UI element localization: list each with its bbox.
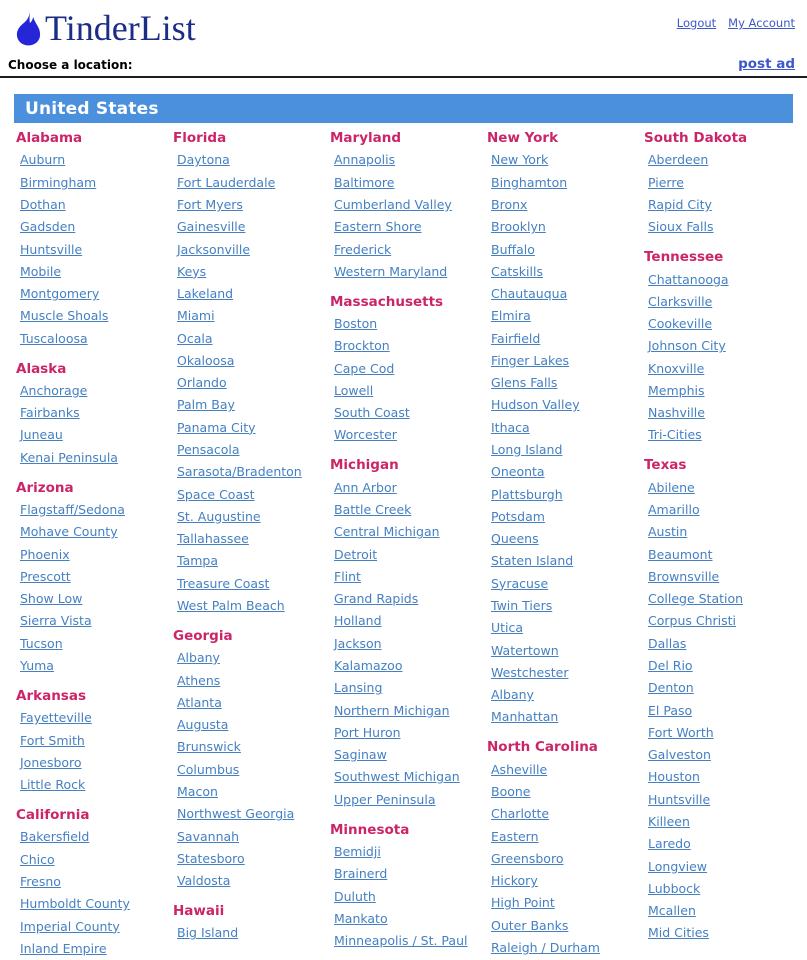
city-link-worcester[interactable]: Worcester bbox=[334, 427, 397, 443]
state-group-florida bbox=[173, 129, 330, 617]
city-link-atlanta[interactable]: Atlanta bbox=[177, 694, 222, 710]
city-link-manhattan[interactable]: Manhattan bbox=[491, 709, 559, 725]
city-link-juneau[interactable]: Juneau bbox=[20, 427, 63, 443]
city-link-space-coast[interactable]: Space Coast bbox=[177, 486, 255, 502]
state-header-texas: Texas bbox=[644, 457, 687, 474]
state-group-tennessee bbox=[644, 248, 801, 446]
city-link-fort-worth[interactable]: Fort Worth bbox=[648, 724, 714, 740]
state-header-arizona: Arizona bbox=[16, 479, 74, 496]
page-header bbox=[0, 0, 807, 50]
country-banner-title: United States bbox=[25, 98, 159, 119]
city-link-johnson-city[interactable]: Johnson City bbox=[648, 338, 726, 354]
state-header-alaska: Alaska bbox=[16, 360, 67, 377]
city-link-mcallen[interactable]: Mcallen bbox=[648, 903, 696, 919]
city-link-frederick[interactable]: Frederick bbox=[334, 241, 392, 257]
city-link-jonesboro[interactable]: Jonesboro bbox=[20, 754, 82, 770]
city-link-macon[interactable]: Macon bbox=[177, 783, 218, 799]
city-link-northern-michigan[interactable]: Northern Michigan bbox=[334, 702, 450, 718]
city-link-abilene[interactable]: Abilene bbox=[648, 479, 695, 495]
city-link-finger-lakes[interactable]: Finger Lakes bbox=[491, 352, 570, 368]
city-link-brooklyn[interactable]: Brooklyn bbox=[491, 219, 546, 235]
city-link-statesboro[interactable]: Statesboro bbox=[177, 850, 245, 866]
city-link-glens-falls[interactable]: Glens Falls bbox=[491, 375, 558, 391]
city-link-beaumont[interactable]: Beaumont bbox=[648, 546, 713, 562]
city-link-del-rio[interactable]: Del Rio bbox=[648, 658, 693, 674]
city-link-brunswick[interactable]: Brunswick bbox=[177, 739, 241, 755]
logout-link[interactable]: Logout bbox=[676, 16, 717, 30]
city-link-western-maryland[interactable]: Western Maryland bbox=[334, 263, 448, 279]
logo-text: TinderList bbox=[45, 8, 196, 48]
city-link-flint[interactable]: Flint bbox=[334, 568, 361, 584]
city-link-tucson[interactable]: Tucson bbox=[20, 635, 63, 651]
city-link-fort-smith[interactable]: Fort Smith bbox=[20, 732, 85, 748]
city-link-killeen[interactable]: Killeen bbox=[648, 813, 690, 829]
state-header-alabama: Alabama bbox=[16, 130, 83, 146]
my-account-link[interactable]: My Account bbox=[728, 16, 795, 30]
city-link-treasure-coast[interactable]: Treasure Coast bbox=[177, 575, 270, 591]
city-link-fort-lauderdale[interactable]: Fort Lauderdale bbox=[177, 174, 276, 190]
city-link-greensboro[interactable]: Greensboro bbox=[491, 850, 564, 866]
city-link-detroit[interactable]: Detroit bbox=[334, 546, 378, 562]
city-link-buffalo[interactable]: Buffalo bbox=[491, 241, 535, 257]
city-link-bemidji[interactable]: Bemidji bbox=[334, 843, 381, 859]
city-link-utica[interactable]: Utica bbox=[491, 620, 524, 636]
city-link-twin-tiers[interactable]: Twin Tiers bbox=[491, 598, 553, 614]
city-link-keys[interactable]: Keys bbox=[177, 263, 207, 279]
city-link-south-coast[interactable]: South Coast bbox=[334, 405, 410, 421]
city-link-brainerd[interactable]: Brainerd bbox=[334, 866, 388, 882]
city-link-fresno[interactable]: Fresno bbox=[20, 873, 61, 889]
city-link-eastern[interactable]: Eastern bbox=[491, 828, 539, 844]
city-link-holland[interactable]: Holland bbox=[334, 613, 382, 629]
city-link-baltimore[interactable]: Baltimore bbox=[334, 174, 395, 190]
state-group-maryland bbox=[330, 129, 487, 283]
city-link-bronx[interactable]: Bronx bbox=[491, 196, 528, 212]
city-link-panama-city[interactable]: Panama City bbox=[177, 419, 256, 435]
city-link-brockton[interactable]: Brockton bbox=[334, 338, 390, 354]
city-link-elmira[interactable]: Elmira bbox=[491, 308, 531, 324]
city-link-port-huron[interactable]: Port Huron bbox=[334, 724, 401, 740]
city-link-lubbock[interactable]: Lubbock bbox=[648, 880, 701, 896]
city-link-daytona[interactable]: Daytona bbox=[177, 152, 230, 168]
column-3 bbox=[330, 128, 487, 960]
city-link-outer-banks[interactable]: Outer Banks bbox=[491, 917, 569, 933]
state-header-california: California bbox=[16, 807, 90, 824]
city-link-tallahassee[interactable]: Tallahassee bbox=[177, 531, 249, 547]
state-header-south-dakota: South Dakota bbox=[644, 130, 748, 146]
city-link-clarksville[interactable]: Clarksville bbox=[648, 293, 713, 309]
city-link-tampa[interactable]: Tampa bbox=[177, 553, 218, 569]
city-link-miami[interactable]: Miami bbox=[177, 308, 215, 324]
city-link-laredo[interactable]: Laredo bbox=[648, 836, 691, 852]
city-link-flagstaff-sedona[interactable]: Flagstaff/Sedona bbox=[20, 502, 125, 518]
city-link-binghamton[interactable]: Binghamton bbox=[491, 174, 568, 190]
state-header-georgia: Georgia bbox=[173, 627, 233, 644]
city-link-denton[interactable]: Denton bbox=[648, 680, 694, 696]
city-link-westchester[interactable]: Westchester bbox=[491, 664, 569, 680]
city-link-fort-myers[interactable]: Fort Myers bbox=[177, 196, 243, 212]
location-toolbar bbox=[0, 56, 807, 78]
state-header-tennessee: Tennessee bbox=[644, 249, 724, 266]
city-link-boston[interactable]: Boston bbox=[334, 316, 378, 332]
state-header-new-york: New York bbox=[487, 130, 559, 146]
city-link-lansing[interactable]: Lansing bbox=[334, 680, 383, 696]
state-group-alabama bbox=[16, 129, 173, 350]
city-link-sarasota-bradenton[interactable]: Sarasota/Bradenton bbox=[177, 464, 302, 480]
city-link-southwest-michigan[interactable]: Southwest Michigan bbox=[334, 769, 460, 785]
city-link-ann-arbor[interactable]: Ann Arbor bbox=[334, 479, 397, 495]
top-nav bbox=[677, 6, 795, 30]
city-link-columbus[interactable]: Columbus bbox=[177, 761, 240, 777]
city-link-orlando[interactable]: Orlando bbox=[177, 375, 227, 391]
city-link-pensacola[interactable]: Pensacola bbox=[177, 442, 240, 458]
city-link-chico[interactable]: Chico bbox=[20, 851, 55, 867]
state-header-hawaii: Hawaii bbox=[173, 903, 225, 919]
state-group-massachusetts bbox=[330, 293, 487, 447]
city-link-chautauqua[interactable]: Chautauqua bbox=[491, 286, 568, 302]
city-link-hickory[interactable]: Hickory bbox=[491, 873, 538, 889]
city-link-brownsville[interactable]: Brownsville bbox=[648, 568, 720, 584]
city-link-ocala[interactable]: Ocala bbox=[177, 330, 213, 346]
city-link-el-paso[interactable]: El Paso bbox=[648, 702, 693, 718]
state-header-michigan: Michigan bbox=[330, 457, 399, 474]
city-link-bakersfield[interactable]: Bakersfield bbox=[20, 829, 90, 845]
post-ad-link[interactable]: post ad bbox=[738, 56, 795, 72]
state-header-north-carolina: North Carolina bbox=[487, 739, 598, 756]
city-link-houston[interactable]: Houston bbox=[648, 769, 700, 785]
city-link-college-station[interactable]: College Station bbox=[648, 591, 744, 607]
city-link-memphis[interactable]: Memphis bbox=[648, 382, 705, 398]
city-link-auburn[interactable]: Auburn bbox=[20, 152, 66, 168]
city-link-aberdeen[interactable]: Aberdeen bbox=[648, 152, 709, 168]
city-link-raleigh-durham[interactable]: Raleigh / Durham bbox=[491, 939, 600, 955]
city-link-anchorage[interactable]: Anchorage bbox=[20, 382, 88, 398]
city-link-augusta[interactable]: Augusta bbox=[177, 717, 229, 733]
state-header-maryland: Maryland bbox=[330, 130, 402, 146]
city-link-saginaw[interactable]: Saginaw bbox=[334, 747, 387, 763]
city-link-valdosta[interactable]: Valdosta bbox=[177, 873, 231, 889]
state-group-new-york bbox=[487, 129, 644, 728]
city-link-fairbanks[interactable]: Fairbanks bbox=[20, 405, 80, 421]
city-link-yuma[interactable]: Yuma bbox=[20, 658, 54, 674]
state-header-massachusetts: Massachusetts bbox=[330, 293, 444, 310]
city-link-charlotte[interactable]: Charlotte bbox=[491, 806, 550, 822]
state-group-minnesota bbox=[330, 821, 487, 952]
city-link-asheville[interactable]: Asheville bbox=[491, 761, 548, 777]
city-link-big-island[interactable]: Big Island bbox=[177, 925, 239, 941]
city-link-minneapolis-st-paul[interactable]: Minneapolis / St. Paul bbox=[334, 933, 468, 949]
state-group-michigan bbox=[330, 456, 487, 810]
city-link-tuscaloosa[interactable]: Tuscaloosa bbox=[20, 330, 88, 346]
city-link-long-island[interactable]: Long Island bbox=[491, 442, 563, 458]
city-link-imperial-county[interactable]: Imperial County bbox=[20, 918, 120, 934]
city-link-watertown[interactable]: Watertown bbox=[491, 642, 559, 658]
city-link-dallas[interactable]: Dallas bbox=[648, 635, 687, 651]
city-link-hudson-valley[interactable]: Hudson Valley bbox=[491, 397, 580, 413]
city-link-humboldt-county[interactable]: Humboldt County bbox=[20, 896, 130, 912]
city-link-phoenix[interactable]: Phoenix bbox=[20, 546, 70, 562]
city-link-pierre[interactable]: Pierre bbox=[648, 174, 684, 190]
city-link-cumberland-valley[interactable]: Cumberland Valley bbox=[334, 196, 452, 212]
city-link-mobile[interactable]: Mobile bbox=[20, 263, 62, 279]
city-link-inland-empire[interactable]: Inland Empire bbox=[20, 940, 107, 956]
state-group-georgia bbox=[173, 627, 330, 892]
city-link-ithaca[interactable]: Ithaca bbox=[491, 419, 530, 435]
city-link-kenai-peninsula[interactable]: Kenai Peninsula bbox=[20, 449, 118, 465]
city-link-cookeville[interactable]: Cookeville bbox=[648, 316, 713, 332]
city-link-knoxville[interactable]: Knoxville bbox=[648, 360, 705, 376]
city-link-galveston[interactable]: Galveston bbox=[648, 747, 711, 763]
city-link-upper-peninsula[interactable]: Upper Peninsula bbox=[334, 791, 436, 807]
city-link-new-york[interactable]: New York bbox=[491, 152, 549, 168]
city-link-show-low[interactable]: Show Low bbox=[20, 591, 83, 607]
flame-icon bbox=[14, 9, 43, 47]
locations-grid bbox=[0, 123, 807, 960]
city-link-syracuse[interactable]: Syracuse bbox=[491, 575, 549, 591]
column-2 bbox=[173, 128, 330, 960]
city-link-boone[interactable]: Boone bbox=[491, 783, 531, 799]
city-link-mankato[interactable]: Mankato bbox=[334, 910, 388, 926]
city-link-fairfield[interactable]: Fairfield bbox=[491, 330, 541, 346]
city-link-oneonta[interactable]: Oneonta bbox=[491, 464, 545, 480]
city-link-eastern-shore[interactable]: Eastern Shore bbox=[334, 219, 422, 235]
city-link-northwest-georgia[interactable]: Northwest Georgia bbox=[177, 806, 295, 822]
state-header-minnesota: Minnesota bbox=[330, 821, 410, 838]
city-link-sioux-falls[interactable]: Sioux Falls bbox=[648, 219, 714, 235]
city-link-sierra-vista[interactable]: Sierra Vista bbox=[20, 613, 92, 629]
country-banner bbox=[14, 94, 793, 123]
city-link-potsdam[interactable]: Potsdam bbox=[491, 508, 545, 524]
logo[interactable] bbox=[14, 6, 196, 50]
city-link-gainesville[interactable]: Gainesville bbox=[177, 219, 246, 235]
city-link-west-palm-beach[interactable]: West Palm Beach bbox=[177, 598, 285, 614]
city-link-athens[interactable]: Athens bbox=[177, 672, 221, 688]
city-link-queens[interactable]: Queens bbox=[491, 531, 539, 547]
city-link-duluth[interactable]: Duluth bbox=[334, 888, 376, 904]
city-link-palm-bay[interactable]: Palm Bay bbox=[177, 397, 235, 413]
city-link-austin[interactable]: Austin bbox=[648, 524, 688, 540]
city-link-mohave-county[interactable]: Mohave County bbox=[20, 524, 118, 540]
state-group-hawaii bbox=[173, 902, 330, 944]
state-group-arkansas bbox=[16, 687, 173, 796]
city-link-kalamazoo[interactable]: Kalamazoo bbox=[334, 658, 403, 674]
city-link-fayetteville[interactable]: Fayetteville bbox=[20, 710, 92, 726]
state-group-north-carolina bbox=[487, 738, 644, 959]
city-link-jackson[interactable]: Jackson bbox=[334, 635, 382, 651]
city-link-corpus-christi[interactable]: Corpus Christi bbox=[648, 613, 737, 629]
city-link-lowell[interactable]: Lowell bbox=[334, 382, 374, 398]
city-link-high-point[interactable]: High Point bbox=[491, 895, 555, 911]
column-1 bbox=[16, 128, 173, 960]
state-group-south-dakota bbox=[644, 129, 801, 238]
state-group-arizona bbox=[16, 479, 173, 677]
city-link-st-augustine[interactable]: St. Augustine bbox=[177, 508, 261, 524]
city-link-plattsburgh[interactable]: Plattsburgh bbox=[491, 486, 563, 502]
city-link-huntsville[interactable]: Huntsville bbox=[20, 241, 83, 257]
city-link-amarillo[interactable]: Amarillo bbox=[648, 502, 700, 518]
column-4 bbox=[487, 128, 644, 960]
city-link-tri-cities[interactable]: Tri-Cities bbox=[648, 427, 702, 443]
city-link-staten-island[interactable]: Staten Island bbox=[491, 553, 574, 569]
city-link-lakeland[interactable]: Lakeland bbox=[177, 286, 234, 302]
city-link-mid-cities[interactable]: Mid Cities bbox=[648, 925, 709, 941]
city-link-little-rock[interactable]: Little Rock bbox=[20, 777, 86, 793]
city-link-grand-rapids[interactable]: Grand Rapids bbox=[334, 591, 419, 607]
city-link-catskills[interactable]: Catskills bbox=[491, 263, 543, 279]
city-link-annapolis[interactable]: Annapolis bbox=[334, 152, 396, 168]
state-group-texas bbox=[644, 456, 801, 944]
state-header-florida: Florida bbox=[173, 130, 227, 146]
city-link-savannah[interactable]: Savannah bbox=[177, 828, 240, 844]
city-link-montgomery[interactable]: Montgomery bbox=[20, 286, 100, 302]
state-group-california bbox=[16, 806, 173, 960]
state-group-alaska bbox=[16, 360, 173, 469]
city-link-huntsville[interactable]: Huntsville bbox=[648, 791, 711, 807]
city-link-nashville[interactable]: Nashville bbox=[648, 405, 705, 421]
city-link-longview[interactable]: Longview bbox=[648, 858, 708, 874]
city-link-cape-cod[interactable]: Cape Cod bbox=[334, 360, 395, 376]
city-link-albany[interactable]: Albany bbox=[177, 650, 220, 666]
city-link-gadsden[interactable]: Gadsden bbox=[20, 219, 76, 235]
city-link-prescott[interactable]: Prescott bbox=[20, 568, 71, 584]
city-link-central-michigan[interactable]: Central Michigan bbox=[334, 524, 440, 540]
choose-location-label: Choose a location: bbox=[8, 58, 133, 72]
city-link-dothan[interactable]: Dothan bbox=[20, 196, 66, 212]
city-link-chattanooga[interactable]: Chattanooga bbox=[648, 271, 729, 287]
city-link-okaloosa[interactable]: Okaloosa bbox=[177, 352, 235, 368]
city-link-battle-creek[interactable]: Battle Creek bbox=[334, 502, 412, 518]
city-link-birmingham[interactable]: Birmingham bbox=[20, 174, 97, 190]
city-link-jacksonville[interactable]: Jacksonville bbox=[177, 241, 251, 257]
state-header-arkansas: Arkansas bbox=[16, 687, 86, 704]
city-link-albany[interactable]: Albany bbox=[491, 687, 534, 703]
column-5 bbox=[644, 128, 801, 960]
city-link-muscle-shoals[interactable]: Muscle Shoals bbox=[20, 308, 109, 324]
city-link-rapid-city[interactable]: Rapid City bbox=[648, 196, 712, 212]
